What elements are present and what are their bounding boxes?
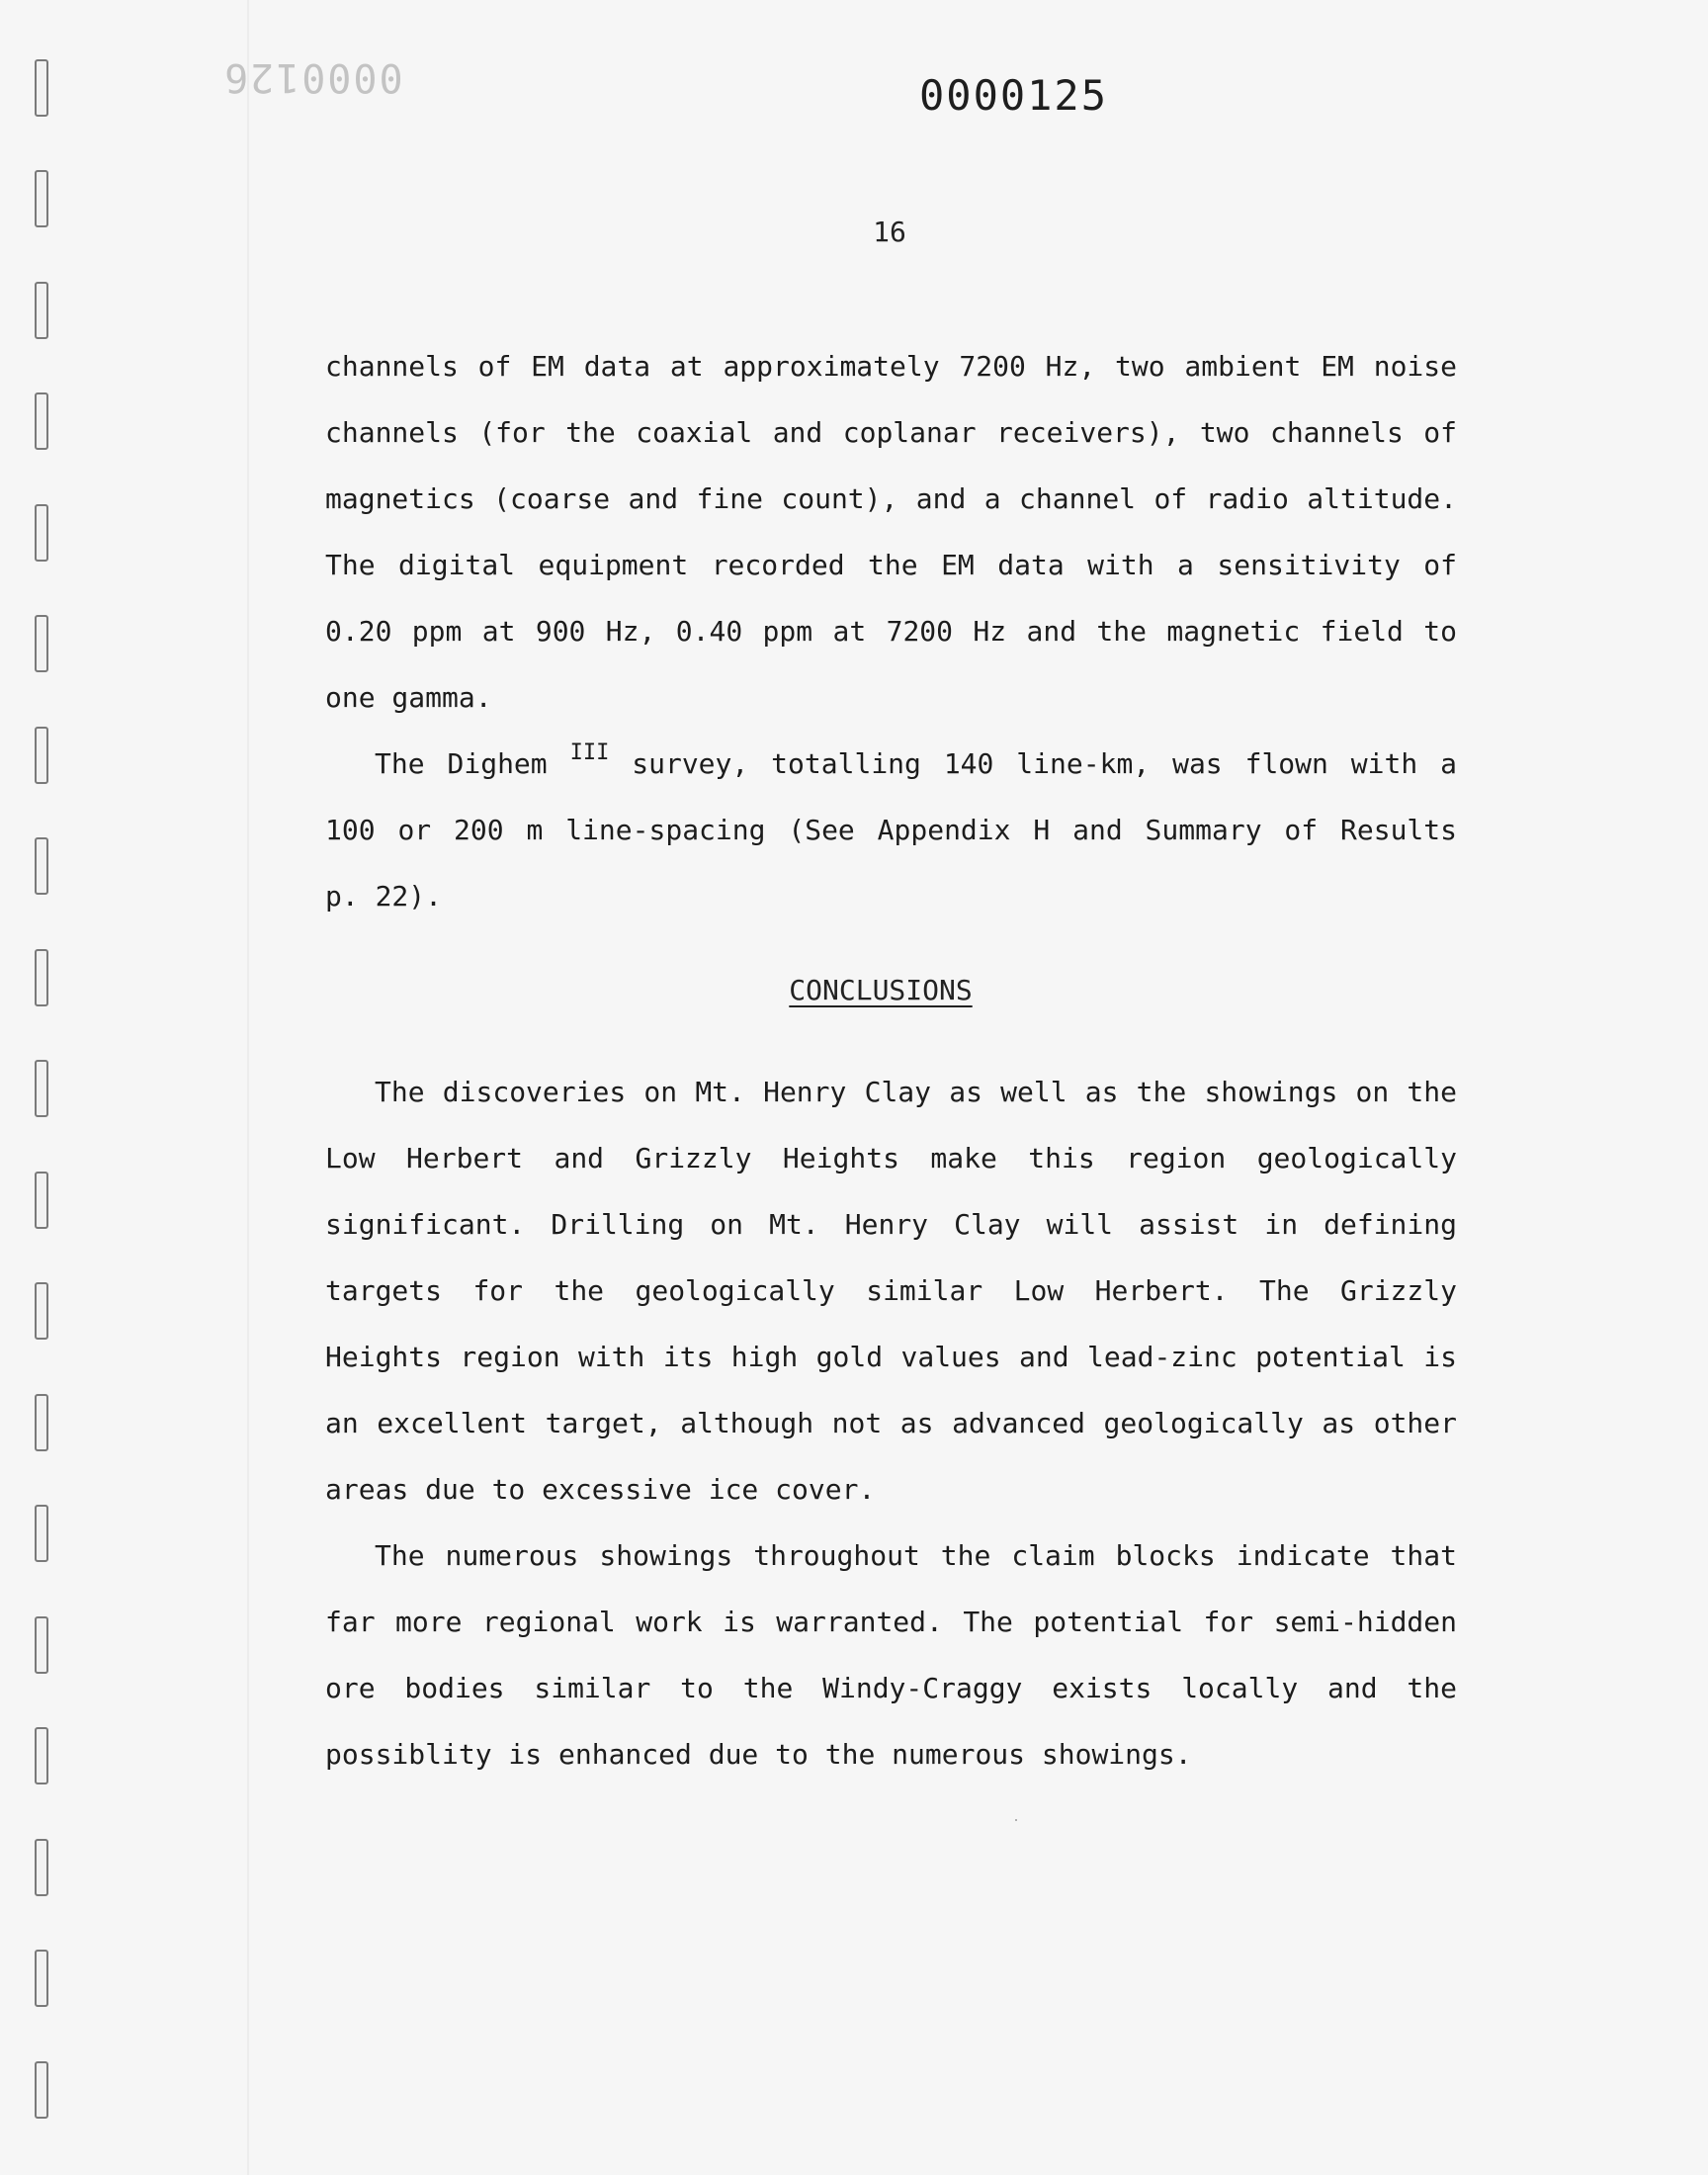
- paragraph-line: 0.20 ppm at 900 Hz, 0.40 ppm at 7200 Hz and the magnetic field to: [325, 615, 1457, 648]
- paragraph-line: The numerous showings throughout the claim blocks indicate that: [375, 1539, 1457, 1572]
- paragraph-line: an excellent target, although not as advanced geologically as other: [325, 1407, 1457, 1439]
- punch-hole: [35, 615, 48, 672]
- superscript: III: [569, 740, 610, 765]
- paragraph-line: p. 22).: [325, 880, 443, 913]
- page-number: 16: [873, 216, 906, 248]
- punch-hole: [35, 1616, 48, 1674]
- punch-hole: [35, 282, 48, 339]
- paragraph-line: significant. Drilling on Mt. Henry Clay will assist in defining: [325, 1208, 1457, 1241]
- paragraph-line: possiblity is enhanced due to the numerous showings.: [325, 1738, 1192, 1771]
- punch-hole: [35, 1060, 48, 1117]
- punch-hole: [35, 1839, 48, 1896]
- paper-speck: [1015, 1819, 1017, 1821]
- paragraph-line: Low Herbert and Grizzly Heights make this region geologically: [325, 1142, 1457, 1174]
- paragraph-line: [325, 731, 1457, 797]
- punch-hole: [35, 2061, 48, 2119]
- punch-hole: [35, 504, 48, 562]
- paragraph-line: The discoveries on Mt. Henry Clay as well as the showings on the: [375, 1076, 1457, 1108]
- text-run: The Dighem: [375, 747, 570, 780]
- punch-hole: [35, 1727, 48, 1784]
- punch-hole: [35, 1172, 48, 1229]
- paragraph-line: far more regional work is warranted. The potential for semi-hidden: [325, 1606, 1457, 1638]
- paragraph-line: channels (for the coaxial and coplanar receivers), two channels of: [325, 416, 1457, 449]
- paragraph-line: 100 or 200 m line-spacing (See Appendix H and Summary of Results: [325, 814, 1457, 846]
- document-stamp-number: 0000125: [919, 71, 1109, 120]
- punch-hole: [35, 1505, 48, 1562]
- text-run: survey, totalling 140 line-km, was flown with a: [609, 747, 1458, 780]
- punch-hole: [35, 392, 48, 450]
- bleed-through-stamp-number: 0000126: [222, 54, 403, 100]
- punch-hole: [35, 59, 48, 117]
- paragraph-line: Heights region with its high gold values and lead-zinc potential is: [325, 1341, 1457, 1373]
- paragraph-line: one gamma.: [325, 681, 492, 714]
- paragraph-line: channels of EM data at approximately 7200 Hz, two ambient EM noise: [325, 350, 1457, 383]
- margin-line: [247, 0, 249, 2175]
- paragraph-line: ore bodies similar to the Windy-Craggy exists locally and the: [325, 1672, 1457, 1704]
- section-heading-text: CONCLUSIONS: [789, 974, 973, 1006]
- punch-hole: [35, 1394, 48, 1451]
- punch-hole: [35, 837, 48, 895]
- section-heading: [0, 974, 1708, 1006]
- paragraph-line: magnetics (coarse and fine count), and a channel of radio altitude.: [325, 482, 1457, 515]
- paragraph-line: areas due to excessive ice cover.: [325, 1473, 876, 1506]
- punch-hole: [35, 727, 48, 784]
- punch-hole: [35, 1282, 48, 1340]
- punch-hole: [35, 1950, 48, 2007]
- paragraph-line: targets for the geologically similar Low Herbert. The Grizzly: [325, 1274, 1457, 1307]
- paragraph-line: The digital equipment recorded the EM data with a sensitivity of: [325, 549, 1457, 581]
